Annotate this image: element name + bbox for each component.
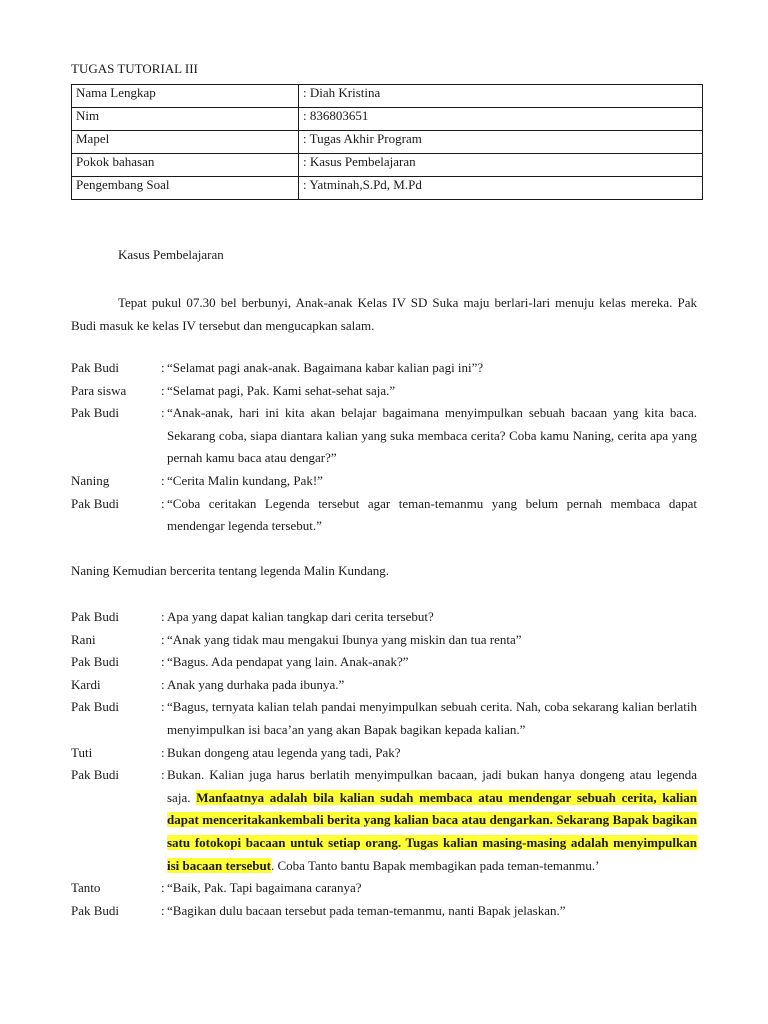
colon-separator: : (161, 744, 165, 760)
identity-row (72, 154, 703, 177)
identity-value: : Diah Kristina (299, 85, 703, 108)
colon-separator: : (161, 902, 165, 918)
dialog-line (71, 402, 697, 470)
speaker-name: Pak Budi (71, 654, 120, 670)
speaker-name: Pak Budi (71, 405, 120, 421)
dialog-line (71, 674, 697, 697)
colon-separator: : (161, 676, 165, 692)
dialog-line (71, 651, 697, 674)
identity-value: : Yatminah,S.Pd, M.Pd (299, 177, 703, 200)
identity-row (72, 108, 703, 131)
colon-separator: : (161, 880, 165, 896)
speaker-name: Kardi (71, 676, 101, 692)
dialog-line (71, 357, 697, 380)
speaker-name: Tuti (71, 744, 93, 760)
dialog-block (71, 357, 697, 538)
colon-separator: : (161, 699, 165, 715)
identity-value: : Kasus Pembelajaran (299, 154, 703, 177)
identity-label: Nama Lengkap (72, 85, 299, 108)
utterance-text: “Anak yang tidak mau mengakui Ibunya yang miskin dan tua renta” (167, 631, 522, 647)
identity-value: : 836803651 (299, 108, 703, 131)
dialog-line (71, 380, 697, 403)
utterance-text: “Coba ceritakan Legenda tersebut agar teman-temanmu yang belum pernah membaca dapat mendengar legenda tersebut.” (167, 495, 697, 534)
utterance-text-part: . Coba Tanto bantu Bapak membagikan pada teman-temanmu.’ (271, 857, 600, 873)
utterance-text: “Cerita Malin kundang, Pak!” (167, 472, 323, 488)
utterance-text-part: Bukan. Kalian juga harus berlatih menyimpulkan bacaan, jadi bukan hanya dongeng atau legenda saja. (167, 767, 697, 805)
dialog-line (71, 877, 697, 900)
utterance-text (167, 764, 697, 877)
utterance-text: “Bagus, ternyata kalian telah pandai menyimpulkan sebuah cerita. Nah, coba sekarang kalian berlatih menyimpulkan isi baca’an yang akan Bapak bagikan kepada kalian.” (167, 699, 697, 737)
utterance-text: “Baik, Pak. Tapi bagaimana caranya? (167, 880, 362, 896)
identity-table (71, 84, 703, 200)
colon-separator: : (161, 495, 165, 511)
utterance-text: Bukan dongeng atau legenda yang tadi, Pak? (167, 744, 401, 760)
dialog-line (71, 742, 697, 765)
colon-separator: : (161, 654, 165, 670)
dialog-line (71, 493, 697, 538)
colon-separator: : (161, 631, 165, 647)
dialog-line (71, 764, 697, 877)
utterance-text: Anak yang durhaka pada ibunya.” (167, 676, 345, 692)
colon-separator: : (161, 360, 165, 375)
utterance-text: “Bagus. Ada pendapat yang lain. Anak-anak?” (167, 654, 409, 670)
dialog-line (71, 900, 697, 923)
identity-label: Nim (72, 108, 299, 131)
identity-row (72, 85, 703, 108)
speaker-name: Pak Budi (71, 767, 120, 783)
speaker-name: Pak Budi (71, 699, 120, 715)
utterance-text: “Anak-anak, hari ini kita akan belajar bagaimana menyimpulkan sebuah bacaan yang kita baca. Sekarang coba, siapa diantara kalian yang suka membaca cerita? Coba kamu Naning, cerita apa yang pernah kamu baca atau dengar?” (167, 405, 697, 466)
identity-label: Mapel (72, 131, 299, 154)
dialog-line (71, 470, 697, 493)
utterance-text: “Selamat pagi anak-anak. Bagaimana kabar kalian pagi ini”? (167, 360, 484, 375)
utterance-text: “Selamat pagi, Pak. Kami sehat-sehat saja.” (167, 382, 396, 398)
speaker-name: Pak Budi (71, 495, 120, 511)
identity-row (72, 131, 703, 154)
speaker-name: Pak Budi (71, 609, 120, 624)
speaker-name: Tanto (71, 880, 101, 896)
identity-value: : Tugas Akhir Program (299, 131, 703, 154)
speaker-name: Para siswa (71, 382, 127, 398)
speaker-name: Rani (71, 631, 96, 647)
dialog-block (71, 606, 697, 922)
speaker-name: Pak Budi (71, 360, 120, 375)
highlighted-text: Manfaatnya adalah bila kalian sudah membaca atau mendengar sebuah cerita, kalian dapat menceritakankembali berita yang kalian baca atau dengarkan. Sekarang Bapak bagikan satu fotokopi bacaan untuk setiap orang. Tugas kalian masing-masing adalah menyimpulkan isi bacaan tersebut (167, 789, 697, 873)
speaker-name: Naning (71, 472, 110, 488)
colon-separator: : (161, 609, 165, 624)
colon-separator: : (161, 767, 165, 783)
dialog-line (71, 629, 697, 652)
colon-separator: : (161, 472, 165, 488)
dialog-line (71, 606, 697, 629)
dialog-line (71, 696, 697, 741)
section-title: Kasus Pembelajaran (118, 247, 224, 262)
utterance-text: Apa yang dapat kalian tangkap dari cerita tersebut? (167, 609, 434, 624)
utterance-text: “Bagikan dulu bacaan tersebut pada teman-temanmu, nanti Bapak jelaskan.” (167, 902, 566, 918)
document-title: TUGAS TUTORIAL III (71, 61, 198, 76)
speaker-name: Pak Budi (71, 902, 120, 918)
identity-label: Pokok bahasan (72, 154, 299, 177)
intro-paragraph: Tepat pukul 07.30 bel berbunyi, Anak-anak Kelas IV SD Suka maju berlari-lari menuju kelas mereka. Pak Budi masuk ke kelas IV tersebut dan mengucapkan salam. (71, 295, 697, 333)
colon-separator: : (161, 405, 165, 421)
colon-separator: : (161, 382, 165, 398)
identity-row (72, 177, 703, 200)
narration-line: Naning Kemudian bercerita tentang legenda Malin Kundang. (71, 563, 390, 578)
identity-label: Pengembang Soal (72, 177, 299, 200)
